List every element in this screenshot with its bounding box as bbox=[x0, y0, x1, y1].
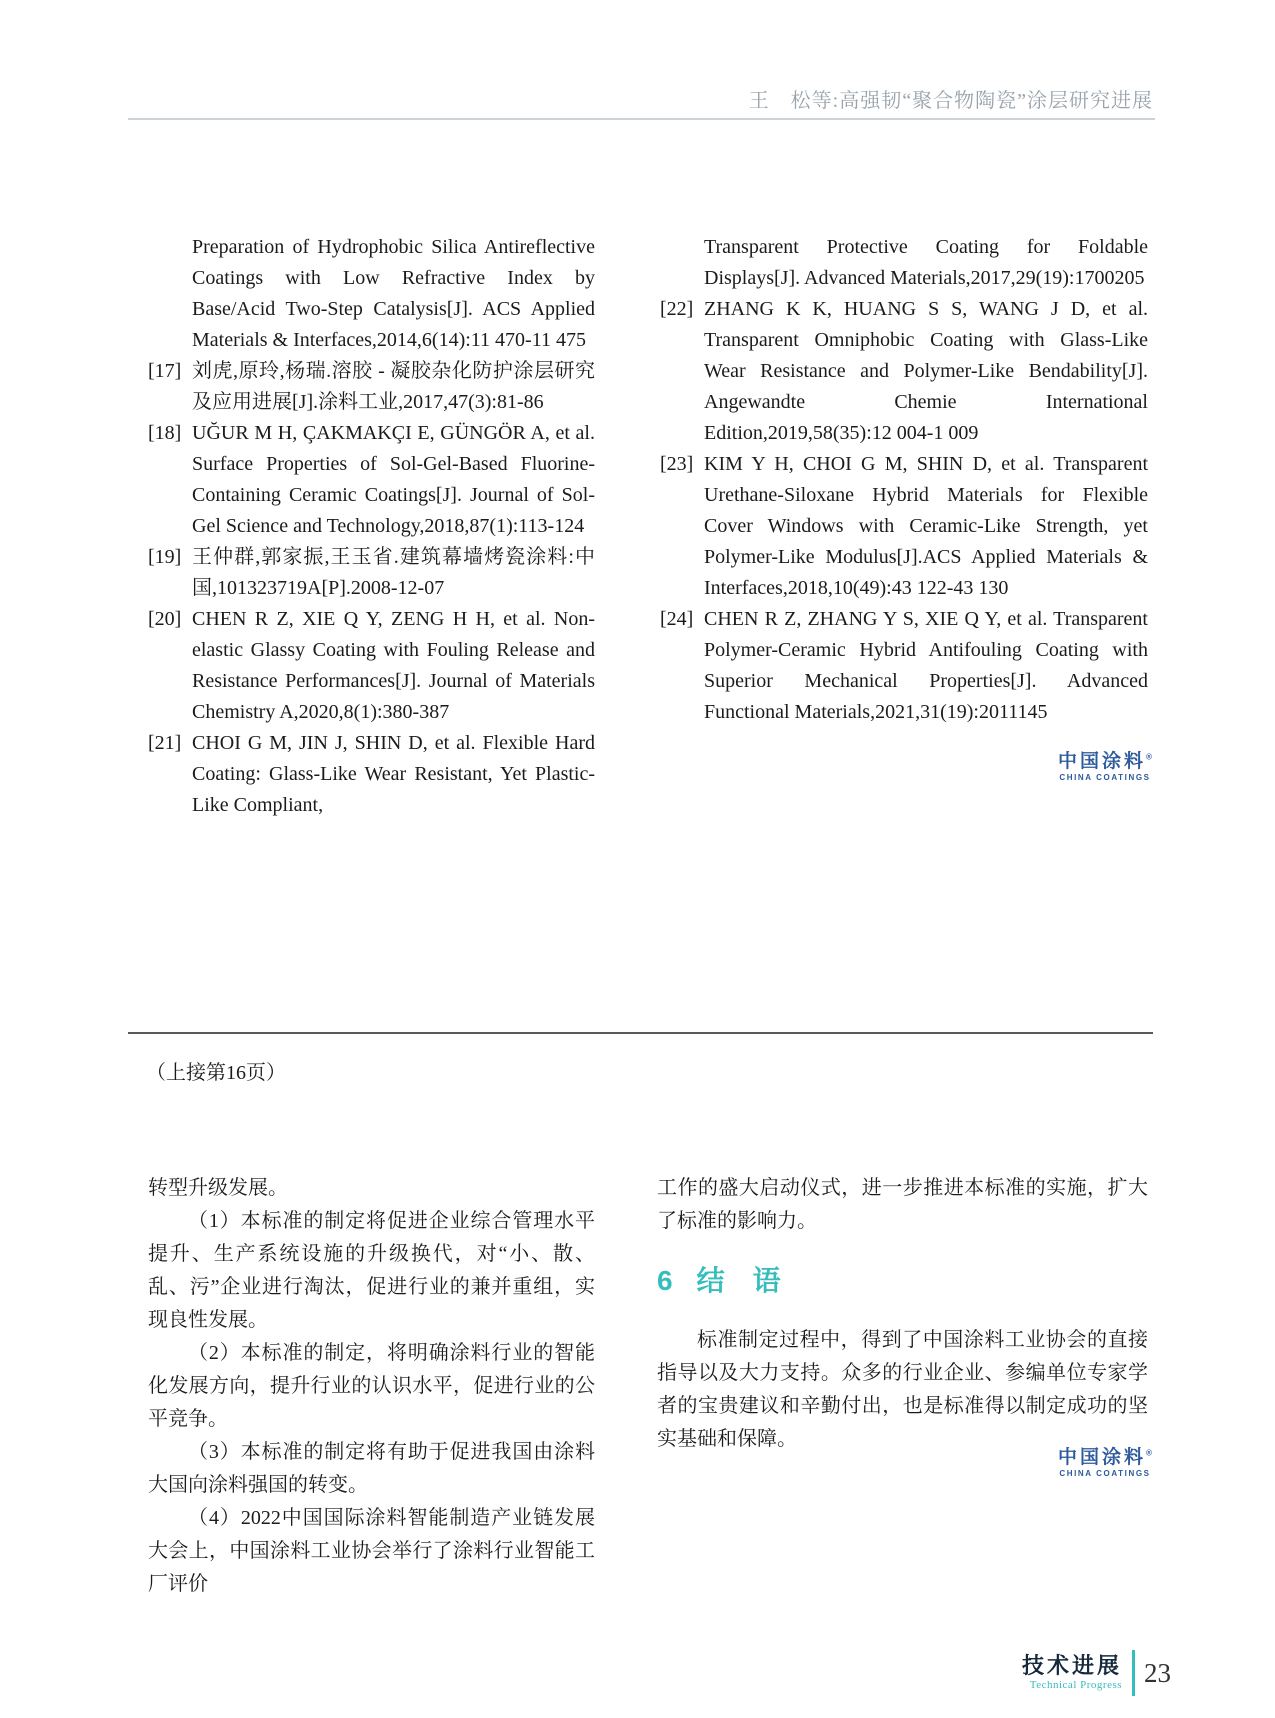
page-footer bbox=[1022, 1650, 1171, 1696]
section-heading-conclusion bbox=[657, 1264, 1148, 1298]
header-rule bbox=[128, 118, 1155, 120]
reference-text: Preparation of Hydrophobic Silica Antireflective Coatings with Low Refractive Index by Base/Acid Two-Step Catalysis[J]. ACS Applied Materials & Interfaces,2014,6(14):11 470-11 475 bbox=[192, 236, 595, 351]
article-left-column bbox=[148, 1172, 595, 1601]
reference-item-21 bbox=[148, 728, 595, 821]
china-coatings-logo bbox=[1058, 1448, 1152, 1478]
page-number: 23 bbox=[1144, 1657, 1172, 1688]
logo-english-text: CHINA COATINGS bbox=[1059, 772, 1151, 782]
references-right-column bbox=[660, 232, 1148, 728]
footer-section-chinese: 技术进展 bbox=[1022, 1653, 1123, 1678]
reference-text: CHOI G M, JIN J, SHIN D, et al. Flexible Hard Coating: Glass-Like Wear Resistant, Yet Plastic-Like Compliant, bbox=[192, 732, 595, 816]
china-coatings-logo bbox=[1058, 752, 1152, 782]
footer-section-labels bbox=[1022, 1654, 1122, 1692]
footer-divider-bar bbox=[1132, 1650, 1135, 1696]
reference-item-24 bbox=[660, 604, 1148, 728]
reference-text: 刘虎,原玲,杨瑞.溶胶 - 凝胶杂化防护涂层研究及应用进展[J].涂料工业,2017,47(3):81-86 bbox=[192, 360, 595, 413]
footer-section-english: Technical Progress bbox=[1029, 1679, 1123, 1691]
reference-text: CHEN R Z, ZHANG Y S, XIE Q Y, et al. Transparent Polymer-Ceramic Hybrid Antifouling Coating with Superior Mechanical Properties[J]. Advanced Functional Materials,2021,31(19):2011145 bbox=[704, 608, 1148, 723]
reference-item-20 bbox=[148, 604, 595, 728]
reference-number: [19] bbox=[148, 546, 182, 568]
reference-text: 王仲群,郭家振,王玉省.建筑幕墙烤瓷涂料:中国,101323719A[P].2008-12-07 bbox=[192, 546, 595, 599]
reference-text: Transparent Protective Coating for Foldable Displays[J]. Advanced Materials,2017,29(19):1700205 bbox=[704, 236, 1148, 289]
reference-number: [23] bbox=[660, 453, 694, 475]
reference-text: KIM Y H, CHOI G M, SHIN D, et al. Transparent Urethane-Siloxane Hybrid Materials for Flexible Cover Windows with Ceramic-Like Strength, yet Polymer-Like Modulus[J].ACS Applied Materials & Interfaces,2018,10(49):43 122-43 130 bbox=[704, 453, 1148, 599]
running-header-title: 王 松等:高强韧“聚合物陶瓷”涂层研究进展 bbox=[748, 90, 1153, 112]
logo-chinese-text: 中国涂料® bbox=[1058, 1447, 1152, 1468]
reference-number: [17] bbox=[148, 360, 182, 382]
reference-item-22 bbox=[660, 294, 1148, 449]
reference-text: ZHANG K K, HUANG S S, WANG J D, et al. Transparent Omniphobic Coating with Glass-Like Wear Resistance and Polymer-Like Bendability[J]. Angewandte Chemie International Edition,2019,58(35):12 004-1 009 bbox=[704, 298, 1148, 444]
section-divider bbox=[128, 1032, 1153, 1034]
reference-number: [21] bbox=[148, 732, 182, 754]
section-title: 结 语 bbox=[696, 1265, 781, 1296]
registered-mark: ® bbox=[1146, 752, 1152, 762]
article-paragraph: 工作的盛大启动仪式，进一步推进本标准的实施，扩大了标准的影响力。 bbox=[657, 1177, 1148, 1232]
reference-text: UĞUR M H, ÇAKMAKÇI E, GÜNGÖR A, et al. Surface Properties of Sol-Gel-Based Fluorine-Containing Ceramic Coatings[J]. Journal of Sol-Gel Science and Technology,2018,87(1):113-124 bbox=[192, 422, 595, 537]
article-paragraph: 标准制定过程中，得到了中国涂料工业协会的直接指导以及大力支持。众多的行业企业、参编单位专家学者的宝贵建议和辛勤付出，也是标准得以制定成功的坚实基础和保障。 bbox=[657, 1329, 1148, 1450]
section-number: 6 bbox=[657, 1265, 673, 1296]
references-left-column bbox=[148, 232, 595, 821]
reference-number: [18] bbox=[148, 422, 182, 444]
reference-item-19 bbox=[148, 542, 595, 604]
logo-english-text: CHINA COATINGS bbox=[1059, 1468, 1151, 1478]
article-paragraph: （2）本标准的制定，将明确涂料行业的智能化发展方向，提升行业的认识水平，促进行业的公平竞争。 bbox=[148, 1342, 595, 1430]
continuation-note: （上接第16页） bbox=[146, 1062, 286, 1084]
reference-item-17 bbox=[148, 356, 595, 418]
reference-item-23 bbox=[660, 449, 1148, 604]
reference-item-18 bbox=[148, 418, 595, 542]
reference-number: [20] bbox=[148, 608, 182, 630]
reference-carryover bbox=[148, 232, 595, 356]
reference-number: [24] bbox=[660, 608, 694, 630]
logo-chinese-text: 中国涂料® bbox=[1058, 751, 1152, 772]
reference-text: CHEN R Z, XIE Q Y, ZENG H H, et al. Non-elastic Glassy Coating with Fouling Release and Resistance Performances[J]. Journal of Materials Chemistry A,2020,8(1):380-387 bbox=[192, 608, 595, 723]
reference-number: [22] bbox=[660, 298, 694, 320]
registered-mark: ® bbox=[1146, 1448, 1152, 1458]
article-paragraph: （1）本标准的制定将促进企业综合管理水平提升、生产系统设施的升级换代，对“小、散、乱、污”企业进行淘汰，促进行业的兼并重组，实现良性发展。 bbox=[148, 1210, 595, 1331]
article-paragraph: （4）2022中国国际涂料智能制造产业链发展大会上，中国涂料工业协会举行了涂料行业智能工厂评价 bbox=[148, 1507, 595, 1595]
article-paragraph: 转型升级发展。 bbox=[148, 1177, 288, 1199]
article-paragraph: （3）本标准的制定将有助于促进我国由涂料大国向涂料强国的转变。 bbox=[148, 1441, 595, 1496]
reference-carryover bbox=[660, 232, 1148, 294]
article-right-column bbox=[657, 1172, 1148, 1456]
